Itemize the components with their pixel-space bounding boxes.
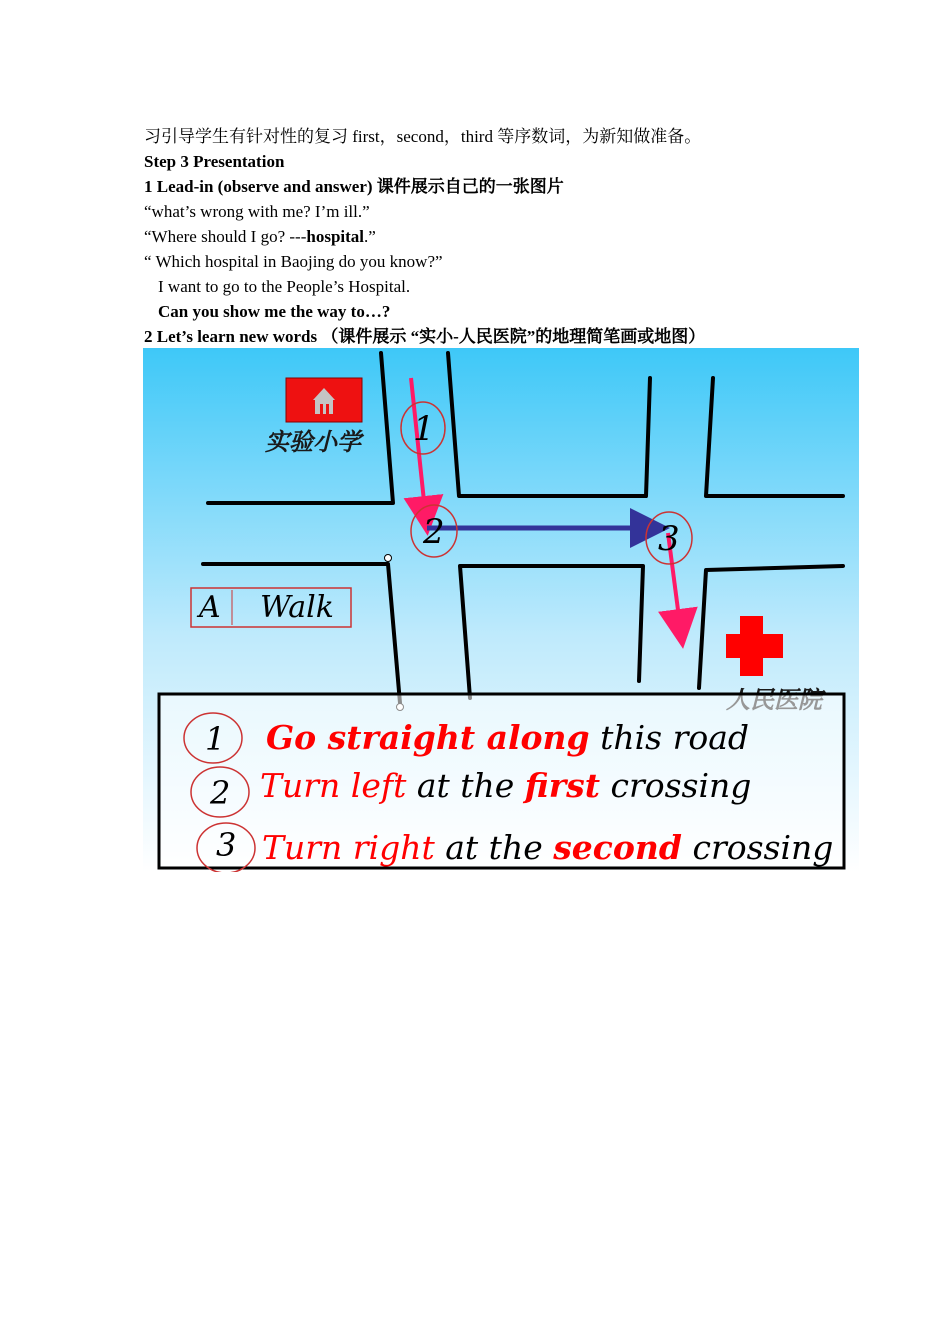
ordinal-second: second (553, 828, 682, 867)
direction-3-action: Turn right (262, 828, 435, 867)
walk-letter: A (199, 590, 221, 625)
walk-word: Walk (260, 590, 334, 625)
svg-text:3: 3 (658, 519, 680, 559)
new-words-heading: 2 Let’s learn new words （课件展示 “实小-人民医院”的地理简笔画或地图） (144, 327, 706, 346)
direction-1-rest: this road (589, 718, 750, 757)
leadin-heading: 1 Lead-in (observe and answer) 课件展示自己的一张图片 (144, 177, 564, 196)
direction-step-1 (184, 713, 749, 763)
svg-text:Turn left at the first crossin: Turn left at the first crossing (260, 766, 752, 805)
question-ill: “what’s wrong with me? I’m ill.” (144, 202, 370, 221)
ordinal-first: first (524, 766, 600, 805)
svg-text:Turn right at the second cross: Turn right at the second crossing (262, 828, 834, 867)
svg-text:Go straight along this road (266, 718, 749, 757)
school-icon (286, 378, 362, 422)
svg-text:1: 1 (205, 720, 226, 758)
direction-step-3 (197, 823, 833, 872)
step-heading: Step 3 Presentation (144, 152, 285, 171)
answer-want: I want to go to the People’s Hospital. (158, 277, 411, 296)
map-illustration (143, 348, 859, 872)
intro-line: 习引导学生有针对性的复习 first，second，third 等序数词，为新知做准备。 (144, 127, 702, 146)
svg-text:1: 1 (413, 409, 435, 449)
road-node-top (385, 555, 392, 562)
direction-2-action: Turn left (260, 766, 407, 805)
hospital-keyword: hospital (306, 227, 365, 246)
svg-text:2: 2 (423, 512, 445, 552)
walk-box (191, 588, 351, 627)
direction-1-action: Go straight along (266, 718, 590, 757)
question-where-a: “Where should I go? --- (144, 227, 307, 246)
svg-text:2: 2 (210, 774, 231, 812)
question-where-c: .” (364, 227, 376, 246)
question-which: “ Which hospital in Baojing do you know?” (144, 252, 443, 271)
question-show-way: Can you show me the way to…? (158, 302, 391, 321)
question-where (144, 224, 376, 249)
svg-text:3: 3 (216, 826, 237, 864)
school-label: 实验小学 (265, 428, 361, 456)
